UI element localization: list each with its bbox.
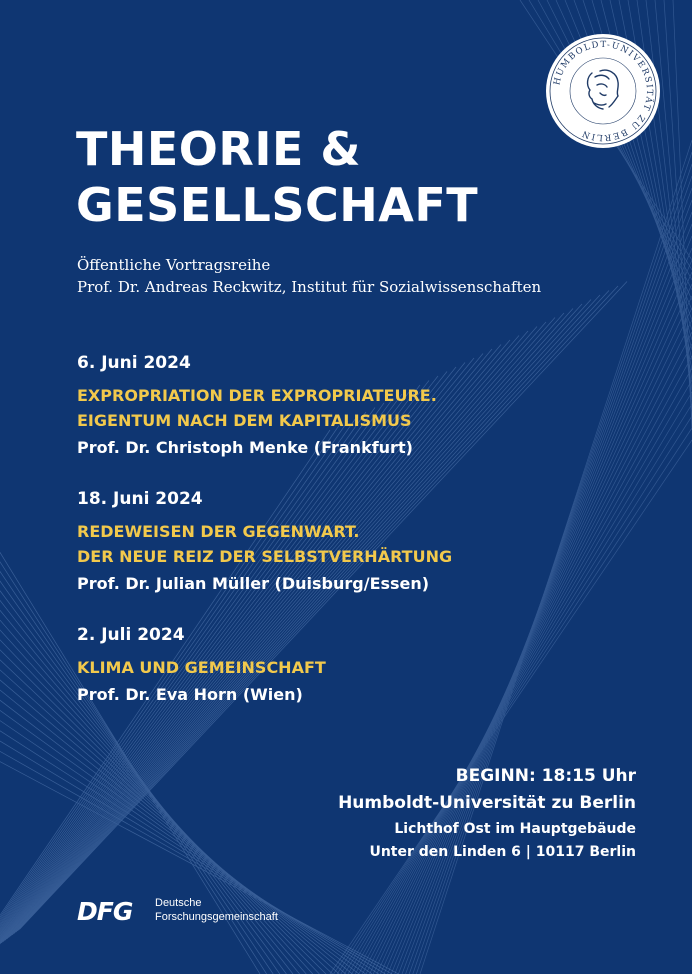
venue-address: Unter den Linden 6 | 10117 Berlin xyxy=(369,844,636,860)
dfg-logo: DFG xyxy=(77,897,133,926)
subtitle-line-2: Prof. Dr. Andreas Reckwitz, Institut für Sozialwissenschaften xyxy=(77,278,542,296)
event-2 xyxy=(77,486,452,597)
start-time: BEGINN: 18:15 Uhr xyxy=(455,766,636,786)
talk-title-line-2: EIGENTUM NACH DEM KAPITALISMUS xyxy=(77,411,412,430)
dfg-name xyxy=(155,896,278,924)
title-line-1: THEORIE & xyxy=(76,122,361,176)
event-date: 18. Juni 2024 xyxy=(77,489,203,509)
venue-room: Lichthof Ost im Hauptgebäude xyxy=(394,821,636,837)
event-date: 2. Juli 2024 xyxy=(77,625,185,645)
event-date: 6. Juni 2024 xyxy=(77,353,191,373)
event-1 xyxy=(77,350,437,461)
event-talk-title xyxy=(77,655,326,680)
subtitle-line-1: Öffentliche Vortragsreihe xyxy=(77,256,271,274)
seal-ring-text: HUMBOLDT-UNIVERSITÄT ZU BERLIN xyxy=(552,39,655,143)
event-speaker: Prof. Dr. Julian Müller (Duisburg/Essen) xyxy=(77,574,430,593)
event-talk-title xyxy=(77,519,452,569)
series-subtitle xyxy=(77,254,541,298)
talk-title-line-2: DER NEUE REIZ DER SELBSTVERHÄRTUNG xyxy=(77,547,453,566)
event-talk-title xyxy=(77,383,437,433)
venue-info xyxy=(338,763,636,864)
poster-title xyxy=(76,121,478,233)
title-line-2: GESELLSCHAFT xyxy=(76,178,479,232)
talk-title-line-1: KLIMA UND GEMEINSCHAFT xyxy=(77,658,326,677)
humboldt-university-seal xyxy=(545,33,661,149)
dfg-name-line-1: Deutsche xyxy=(155,897,202,909)
event-3 xyxy=(77,622,326,708)
dfg-name-line-2: Forschungsgemeinschaft xyxy=(155,911,278,923)
event-speaker: Prof. Dr. Christoph Menke (Frankfurt) xyxy=(77,438,413,457)
talk-title-line-1: REDEWEISEN DER GEGENWART. xyxy=(77,522,360,541)
university-name: Humboldt-Universität zu Berlin xyxy=(338,793,636,813)
talk-title-line-1: EXPROPRIATION DER EXPROPRIATEURE. xyxy=(77,386,437,405)
event-speaker: Prof. Dr. Eva Horn (Wien) xyxy=(77,685,303,704)
